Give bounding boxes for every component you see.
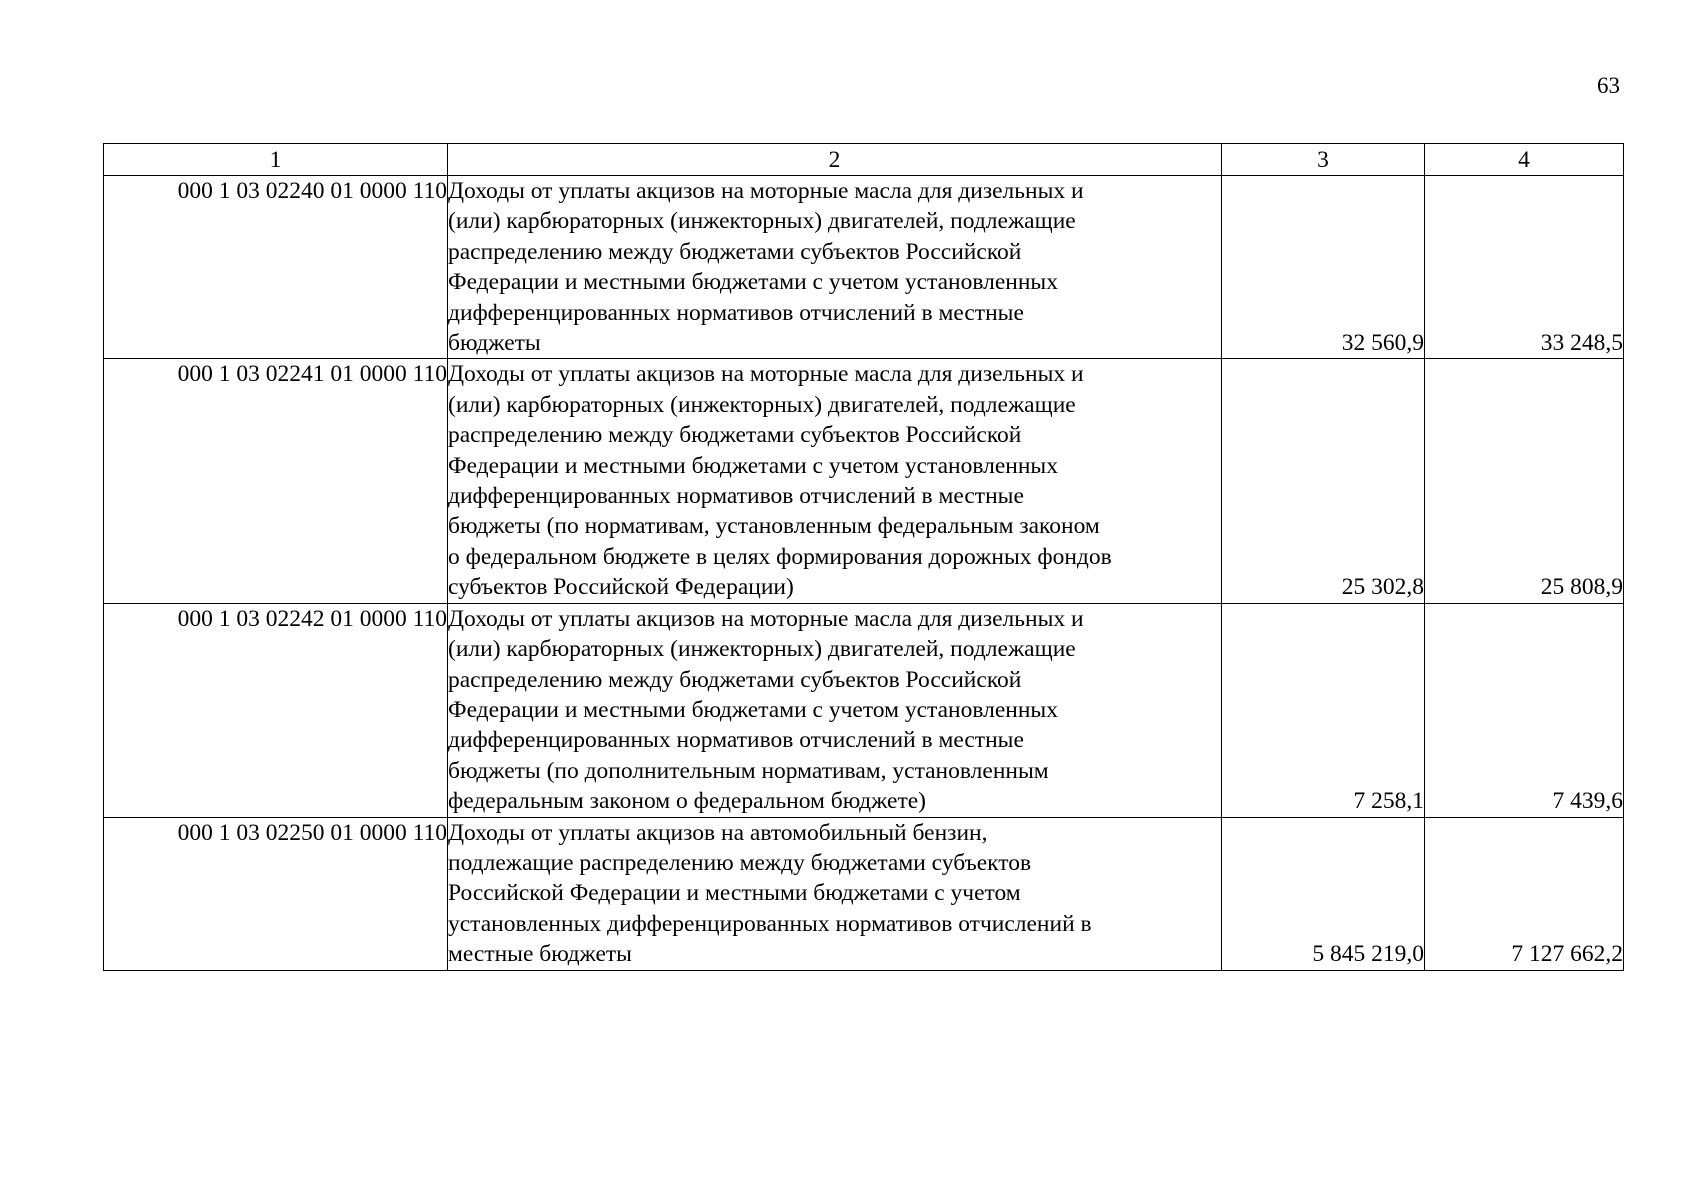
- table-row: [104, 359, 1624, 603]
- description-line: дифференцированных нормативов отчислений в местные: [448, 299, 1024, 326]
- amount-column-4: 33 248,5: [1425, 176, 1624, 359]
- column-header-3: 3: [1222, 144, 1425, 176]
- description-line: субъектов Российской Федерации): [448, 574, 794, 601]
- amount-column-4: 25 808,9: [1425, 359, 1624, 603]
- description-line: Доходы от уплаты акцизов на моторные масла для дизельных и: [448, 361, 1084, 388]
- description-line: федеральным законом о федеральном бюджете): [448, 788, 926, 815]
- description-line: распределению между бюджетами субъектов Российской: [448, 238, 1022, 265]
- amount-column-3: 5 845 219,0: [1222, 817, 1425, 970]
- description-line: бюджеты: [448, 330, 541, 357]
- budget-code: 000 1 03 02250 01 0000 110: [104, 817, 448, 970]
- description-line: Доходы от уплаты акцизов на моторные масла для дизельных и: [448, 605, 1084, 632]
- amount-column-3: 7 258,1: [1222, 603, 1425, 817]
- column-header-1: 1: [104, 144, 448, 176]
- table-header-row: [104, 144, 1624, 176]
- page-number: 63: [1597, 73, 1620, 98]
- budget-code: 000 1 03 02242 01 0000 110: [104, 603, 448, 817]
- description-line: бюджеты (по дополнительным нормативам, установленным: [448, 757, 1049, 784]
- column-header-2: 2: [448, 144, 1222, 176]
- amount-column-3: 25 302,8: [1222, 359, 1425, 603]
- description-line: дифференцированных нормативов отчислений в местные: [448, 483, 1024, 510]
- budget-code: 000 1 03 02241 01 0000 110: [104, 359, 448, 603]
- table-row: [104, 603, 1624, 817]
- description-line: дифференцированных нормативов отчислений в местные: [448, 727, 1024, 754]
- description-line: распределению между бюджетами субъектов Российской: [448, 422, 1022, 449]
- description-line: Доходы от уплаты акцизов на моторные масла для дизельных и: [448, 178, 1084, 204]
- budget-code: 000 1 03 02240 01 0000 110: [104, 176, 448, 359]
- description-line: бюджеты (по нормативам, установленным федеральным законом: [448, 513, 1100, 540]
- column-header-4: 4: [1425, 144, 1624, 176]
- table-row: [104, 176, 1624, 359]
- table-row: [104, 817, 1624, 970]
- description-line: Федерации и местными бюджетами с учетом установленных: [448, 696, 1058, 723]
- revenue-description: [448, 359, 1222, 603]
- description-line: установленных дифференцированных нормативов отчислений в: [448, 910, 1092, 937]
- revenue-table: [103, 143, 1624, 971]
- amount-column-4: 7 439,6: [1425, 603, 1624, 817]
- description-line: Российской Федерации и местными бюджетами с учетом: [448, 880, 1021, 907]
- amount-column-4: 7 127 662,2: [1425, 817, 1624, 970]
- amount-column-3: 32 560,9: [1222, 176, 1425, 359]
- description-line: местные бюджеты: [448, 941, 632, 968]
- description-line: (или) карбюраторных (инжекторных) двигателей, подлежащие: [448, 636, 1076, 663]
- revenue-description: [448, 603, 1222, 817]
- description-line: подлежащие распределению между бюджетами субъектов: [448, 849, 1032, 876]
- revenue-description: [448, 817, 1222, 970]
- description-line: Федерации и местными бюджетами с учетом установленных: [448, 269, 1058, 296]
- revenue-description: [448, 176, 1222, 359]
- description-line: (или) карбюраторных (инжекторных) двигателей, подлежащие: [448, 208, 1076, 235]
- description-line: (или) карбюраторных (инжекторных) двигателей, подлежащие: [448, 391, 1076, 418]
- description-line: Федерации и местными бюджетами с учетом установленных: [448, 452, 1058, 479]
- description-line: распределению между бюджетами субъектов Российской: [448, 666, 1022, 693]
- description-line: о федеральном бюджете в целях формирования дорожных фондов: [448, 543, 1112, 570]
- description-line: Доходы от уплаты акцизов на автомобильный бензин,: [448, 819, 988, 846]
